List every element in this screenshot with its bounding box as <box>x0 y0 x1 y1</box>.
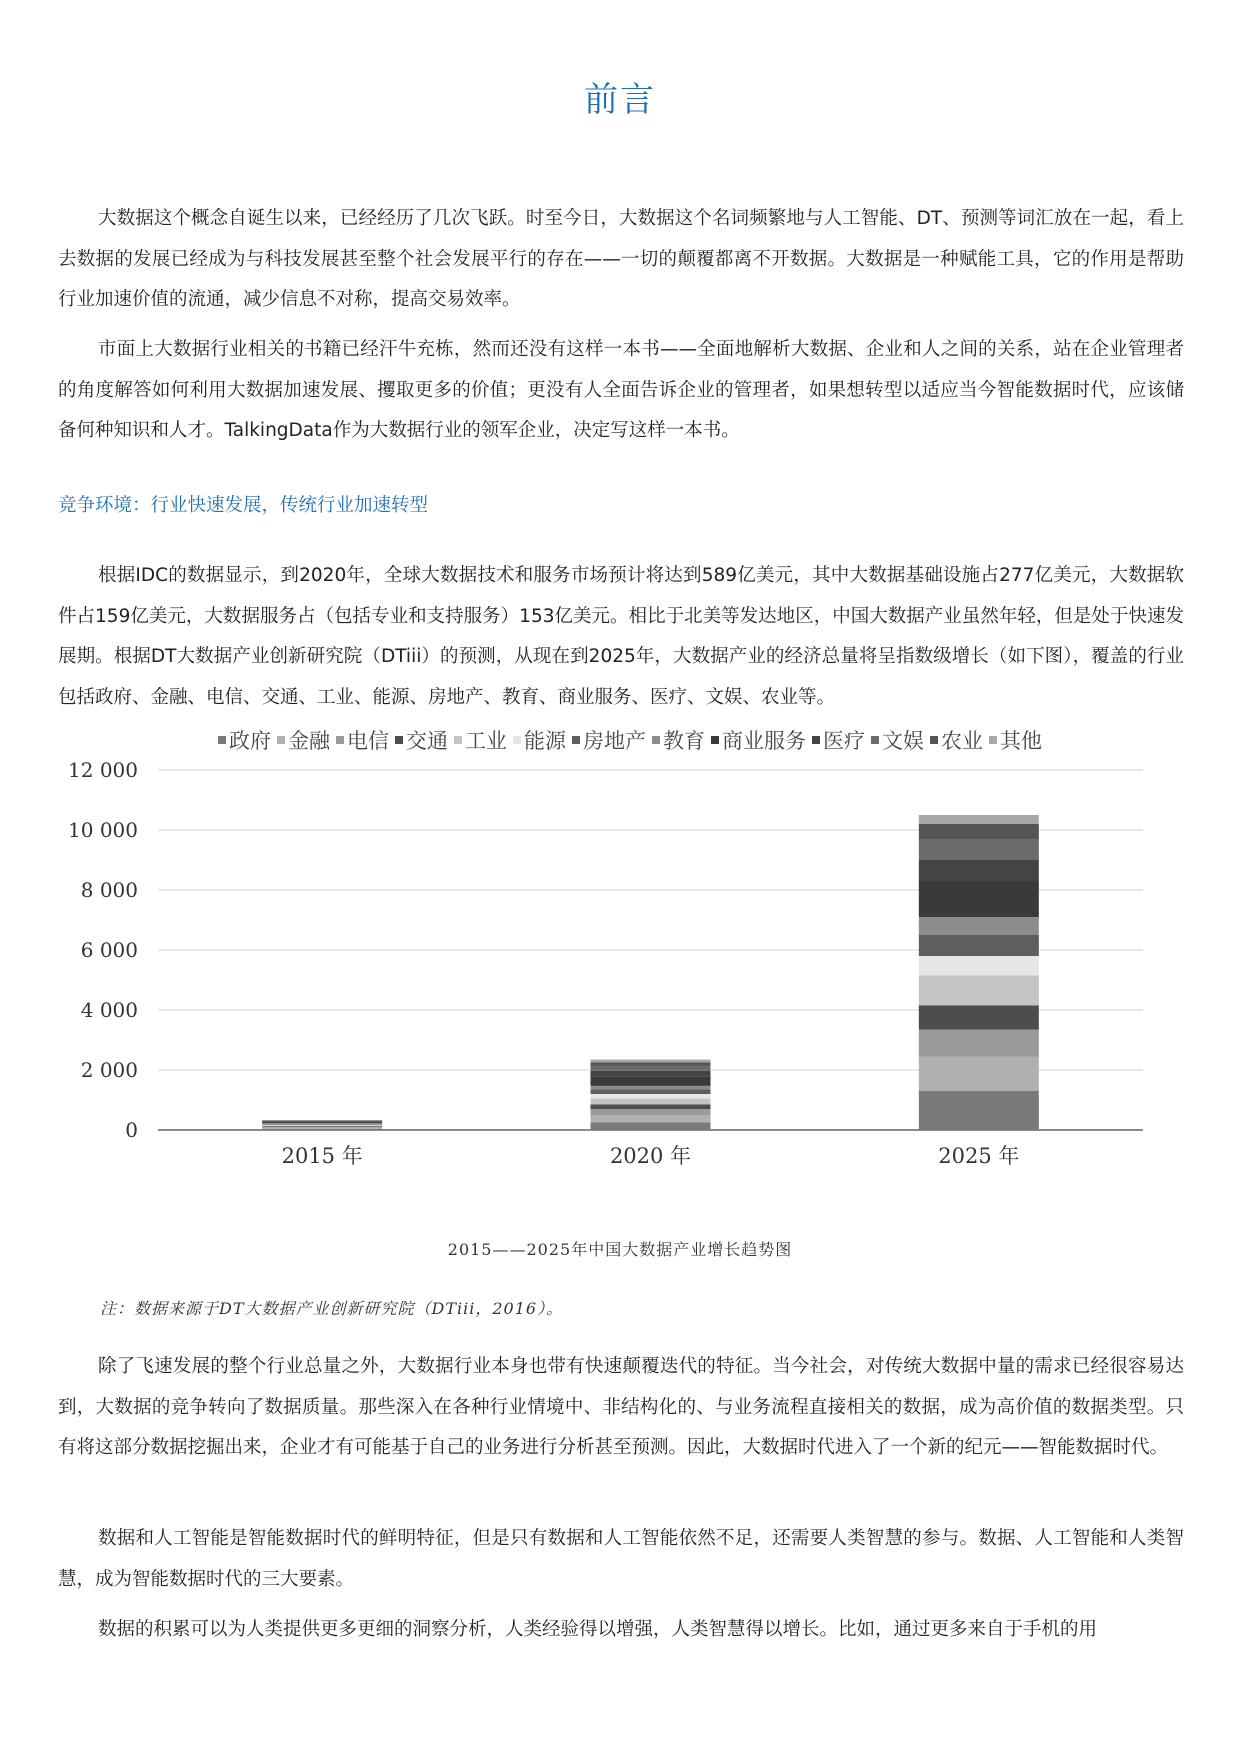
paragraph-4: 除了飞速发展的整个行业总量之外，大数据行业本身也带有快速颠覆迭代的特征。当今社会，对传统大数据中量的需求已经很容易达到，大数据的竞争转向了数据质量。那些深入在各种行业情境中、非结构化的、与业务流程直接相关的数据，成为高价值的数据类型。只有将这部分数据挖掘出来，企业才有可能基于自己的业务进行分析甚至预测。因此，大数据时代进入了一个新的纪元——智能数据时代。 <box>58 1356 1184 1458</box>
legend-item <box>930 725 983 755</box>
chart-legend <box>218 725 1218 755</box>
page-title: 前言 <box>584 80 656 120</box>
bar-segment <box>591 1115 711 1123</box>
bar-segment <box>262 1125 382 1126</box>
legend-item <box>812 725 865 755</box>
bar-segment <box>919 839 1039 860</box>
legend-swatch <box>277 736 285 744</box>
legend-swatch <box>218 736 226 744</box>
legend-swatch <box>395 736 403 744</box>
y-tick-label: 12 000 <box>68 758 138 782</box>
legend-swatch <box>572 736 580 744</box>
legend-item <box>336 725 389 755</box>
bar-segment <box>591 1123 711 1131</box>
y-tick-label: 0 <box>125 1118 138 1142</box>
legend-item <box>218 725 271 755</box>
chart-caption: 2015——2025年中国大数据产业增长趋势图 <box>447 1240 793 1259</box>
bar-segment <box>262 1124 382 1125</box>
bar-segment <box>591 1090 711 1095</box>
bar-segment <box>591 1063 711 1066</box>
bar-segment <box>262 1122 382 1123</box>
bar-segment <box>591 1105 711 1110</box>
bar-segment <box>591 1066 711 1071</box>
bar-segment <box>262 1121 382 1122</box>
bar-segment <box>919 1030 1039 1057</box>
bar-segment <box>591 1086 711 1090</box>
legend-item <box>871 725 924 755</box>
paragraph-5: 数据和人工智能是智能数据时代的鲜明特征，但是只有数据和人工智能依然不足，还需要人类智慧的参与。数据、人工智能和人类智慧，成为智能数据时代的三大要素。 <box>58 1528 1184 1590</box>
bar-segment <box>919 1057 1039 1092</box>
chart-svg <box>58 725 1184 1225</box>
bar-segment <box>919 917 1039 935</box>
legend-label: 金融 <box>288 729 330 753</box>
x-tick-label: 2025 年 <box>938 1144 1020 1168</box>
legend-item <box>652 725 705 755</box>
legend-swatch <box>336 736 344 744</box>
y-tick-label: 8 000 <box>80 878 138 902</box>
legend-item <box>711 725 806 755</box>
bar-segment <box>262 1128 382 1129</box>
bar-segment <box>919 1006 1039 1030</box>
bar-segment <box>919 824 1039 839</box>
legend-label: 教育 <box>663 729 705 753</box>
legend-label: 能源 <box>524 729 566 753</box>
y-tick-label: 10 000 <box>68 818 138 842</box>
legend-label: 交通 <box>406 729 448 753</box>
bar-segment <box>262 1126 382 1127</box>
legend-label: 电信 <box>347 729 389 753</box>
bar-segment <box>262 1123 382 1124</box>
paragraph-1: 大数据这个概念自诞生以来，已经经历了几次飞跃。时至今日，大数据这个名词频繁地与人工智能、DT、预测等词汇放在一起，看上去数据的发展已经成为与科技发展甚至整个社会发展平行的存在——一切的颠覆都离不开数据。大数据是一种赋能工具，它的作用是帮助行业加速价值的流通，减少信息不对称，提高交易效率。 <box>58 208 1184 310</box>
bar-segment <box>591 1077 711 1086</box>
bar-segment <box>919 815 1039 824</box>
bar-segment <box>919 935 1039 956</box>
bar-segment <box>591 1060 711 1063</box>
legend-swatch <box>871 736 879 744</box>
legend-item <box>513 725 566 755</box>
legend-label: 其他 <box>1000 729 1042 753</box>
bar-segment <box>919 1091 1039 1130</box>
legend-item <box>572 725 646 755</box>
legend-swatch <box>652 736 660 744</box>
legend-item <box>395 725 448 755</box>
bar-segment <box>919 976 1039 1006</box>
legend-swatch <box>454 736 462 744</box>
y-tick-label: 6 000 <box>80 938 138 962</box>
x-tick-label: 2015 年 <box>281 1144 363 1168</box>
paragraph-3: 根据IDC的数据显示，到2020年，全球大数据技术和服务市场预计将达到589亿美元，其中大数据基础设施占277亿美元，大数据软件占159亿美元，大数据服务占（包括专业和支持服务）153亿美元。相比于北美等发达地区，中国大数据产业虽然年轻，但是处于快速发展期。根据DT大数据产业创新研究院（DTiii）的预测，从现在到2025年，大数据产业的经济总量将呈指数级增长（如下图），覆盖的行业包括政府、金融、电信、交通、工业、能源、房地产、教育、商业服务、医疗、文娱、农业等。 <box>58 565 1184 708</box>
legend-label: 医疗 <box>823 729 865 753</box>
paragraph-2: 市面上大数据行业相关的书籍已经汗牛充栋，然而还没有这样一本书——全面地解析大数据、企业和人之间的关系，站在企业管理者的角度解答如何利用大数据加速发展、攫取更多的价值；更没有人全面告诉企业的管理者，如果想转型以适应当今智能数据时代，应该储备何种知识和人才。TalkingData作为大数据行业的领军企业，决定写这样一本书。 <box>58 339 1184 441</box>
bar-segment <box>919 860 1039 881</box>
bar-segment <box>591 1109 711 1115</box>
section-heading: 竞争环境：行业快速发展，传统行业加速转型 <box>58 495 429 516</box>
legend-swatch <box>812 736 820 744</box>
bar-segment <box>919 956 1039 976</box>
legend-item <box>454 725 507 755</box>
legend-label: 工业 <box>465 729 507 753</box>
legend-label: 文娱 <box>882 729 924 753</box>
legend-label: 政府 <box>229 729 271 753</box>
y-tick-label: 2 000 <box>80 1058 138 1082</box>
bar-segment <box>262 1125 382 1126</box>
legend-label: 商业服务 <box>722 729 806 753</box>
paragraph-6: 数据的积累可以为人类提供更多更细的洞察分析，人类经验得以增强，人类智慧得以增长。比如，通过更多来自于手机的用 <box>98 1619 1098 1640</box>
bar-segment <box>591 1071 711 1077</box>
y-tick-label: 4 000 <box>80 998 138 1022</box>
legend-item <box>989 725 1042 755</box>
legend-swatch <box>989 736 997 744</box>
legend-label: 房地产 <box>583 729 646 753</box>
industry-growth-chart <box>58 725 1184 1225</box>
legend-label: 农业 <box>941 729 983 753</box>
legend-swatch <box>513 736 521 744</box>
bar-segment <box>591 1099 711 1105</box>
chart-note: 注：数据来源于DT大数据产业创新研究院（DTiii，2016）。 <box>100 1299 564 1318</box>
legend-item <box>277 725 330 755</box>
legend-swatch <box>711 736 719 744</box>
bar-segment <box>262 1127 382 1128</box>
legend-swatch <box>930 736 938 744</box>
bar-segment <box>919 881 1039 917</box>
bar-segment <box>262 1129 382 1130</box>
bar-segment <box>591 1094 711 1099</box>
x-tick-label: 2020 年 <box>609 1144 692 1168</box>
